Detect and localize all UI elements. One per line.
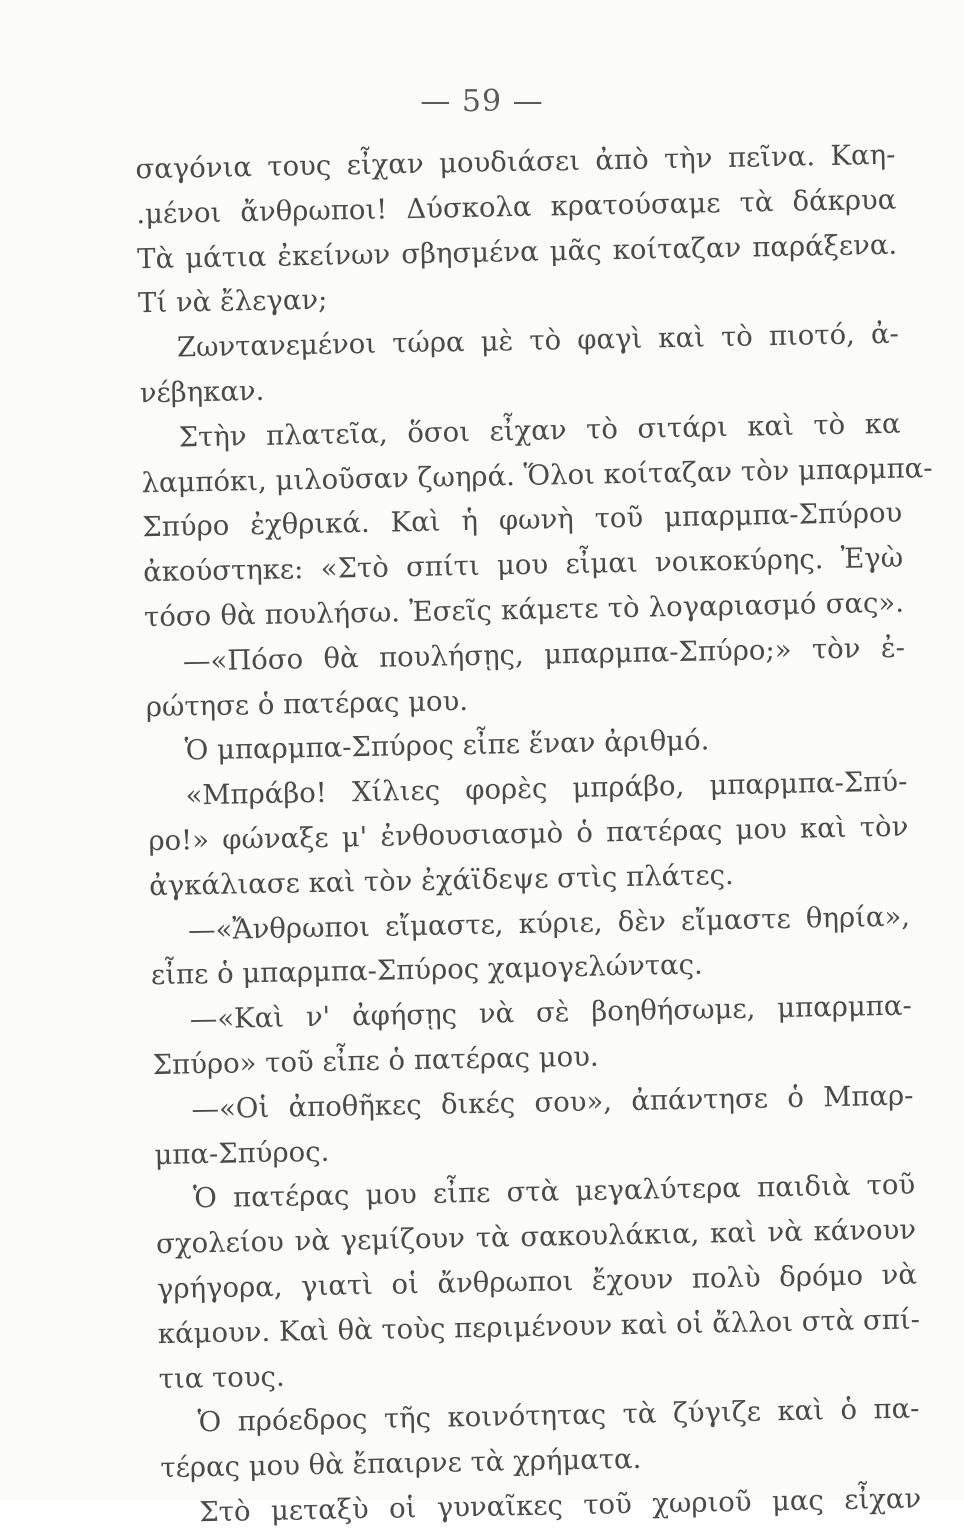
text-line: σαγόνια τους εἶχαν μουδιάσει ἀπὸ τὴν πεῖνα. Καη-: [135, 138, 896, 186]
text-line: νέβηκαν.: [139, 374, 265, 410]
text-line: «Μπράβο! Χίλιες φορὲς μπράβο, μπαρμπα-Σπύ-: [185, 765, 908, 812]
page-text: [135, 133, 933, 1536]
text-line: κάμουν. Καὶ θὰ τοὺς περιμένουν καὶ οἱ ἄλλοι στὰ σπί-: [157, 1303, 921, 1350]
text-line: Σπύρο» τοῦ εἶπε ὁ πατέρας μου.: [152, 1040, 599, 1082]
text-line: τια τους.: [158, 1360, 285, 1395]
text-line: —«Καὶ ν' ἀφήσῃς νὰ σὲ βοηθήσωμε, μπαρμπα-: [189, 989, 912, 1036]
text-line: τέρας μου θὰ ἔπαιρνε τὰ χρήματα.: [160, 1442, 642, 1485]
text-line: λαμπόκι, μιλοῦσαν ζωηρά. Ὅλοι κοίταζαν τὸν μπαρμπα-: [141, 451, 933, 499]
text-line: —«Οἱ ἀποθῆκες δικές σου», ἀπάντησε ὁ Μπαρ-: [191, 1079, 914, 1126]
text-line: Ζωντανεμένοι τώρα μὲ τὸ φαγὶ καὶ τὸ πιοτό, ἀ-: [176, 317, 900, 364]
text-line: σχολείου νὰ γεμίζουν τὰ σακουλάκια, καὶ νὰ κάνουν: [155, 1213, 917, 1261]
text-line: ἀγκάλιασε καὶ τὸν ἐχάϊδεψε στὶς πλάτες.: [148, 858, 734, 902]
page-number: — 59 —: [420, 84, 544, 119]
text-line: —«Ἄνθρωποι εἴμαστε, κύριε, δὲν εἴμαστε θηρία»,: [187, 900, 911, 946]
text-line: Στὸ μεταξὺ οἱ γυναῖκες τοῦ χωριοῦ μας εἶχαν: [198, 1482, 922, 1529]
text-line: Ὁ πατέρας μου εἶπε στὰ μεγαλύτερα παιδιὰ τοῦ: [192, 1168, 916, 1215]
text-line: εἶπε ὁ μπαρμπα-Σπύρος χαμογελώντας.: [150, 948, 704, 992]
text-line: Τί νὰ ἔλεγαν;: [137, 284, 328, 320]
text-line: Ὁ μπαρμπα-Σπύρος εἶπε ἕναν ἀριθμό.: [184, 724, 710, 767]
text-line: Στὴν πλατεῖα, ὅσοι εἶχαν τὸ σιτάρι καὶ τὸ κα: [178, 407, 901, 454]
text-line: —«Πόσο θὰ πουλήσῃς, μπαρμπα-Σπύρο;» τὸν ἐ-: [182, 631, 906, 678]
text-line: .μένοι ἄνθρωποι! Δύσκολα κρατούσαμε τὰ δάκρυα: [136, 183, 897, 231]
text-line: Τὰ μάτια ἐκείνων σβησμένα μᾶς κοίταζαν παράξενα.: [136, 228, 898, 275]
text-line: Ὁ πρόεδρος τῆς κοινότητας τὰ ζύγιζε καὶ ὁ πα-: [197, 1392, 920, 1439]
text-line: τόσο θὰ πουλήσω. Ἐσεῖς κάμετε τὸ λογαριασμό σας».: [143, 586, 905, 634]
text-line: ρο!» φώναξε μ' ἐνθουσιασμὸ ὁ πατέρας μου καὶ τὸν: [148, 810, 909, 858]
text-line: Σπύρο ἐχθρικά. Καὶ ἡ φωνὴ τοῦ μπαρμπα-Σπύρου: [142, 497, 903, 544]
text-line: γρήγορα, γιατὶ οἱ ἄνθρωποι ἔχουν πολὺ δρόμο νὰ: [156, 1258, 918, 1306]
text-line: ἀκούστηκε: «Στὸ σπίτι μου εἶμαι νοικοκύρης. Ἐγὼ: [142, 541, 904, 589]
text-line: ρώτησε ὁ πατέρας μου.: [145, 684, 469, 723]
text-line: μπα-Σπύρος.: [154, 1135, 330, 1171]
